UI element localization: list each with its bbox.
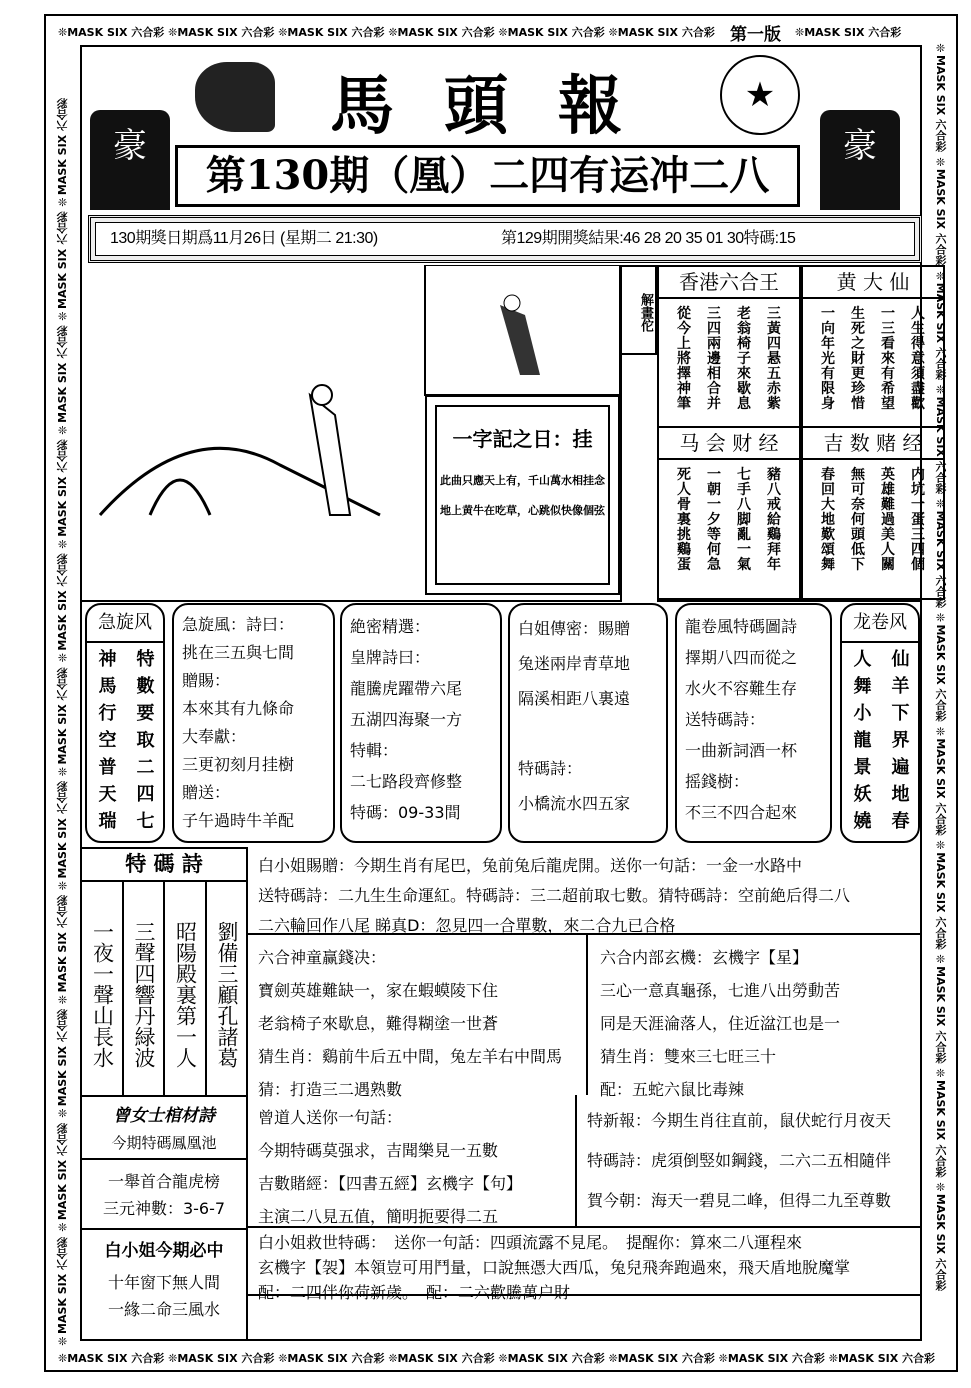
yiju-line: 三元神數：3-6-7 — [102, 1199, 226, 1218]
border-bottom-strip: ❊MASK SIX 六合彩 ❊MASK SIX 六合彩 ❊MASK SIX 六合彩 ❊MASK SIX 六合彩 ❊MASK SIX 六合彩 ❊MASK SIX 六合彩 ❊MASK SIX 六合彩 ❊MASK SIX 六合彩 — [58, 1352, 936, 1365]
text-line: 特輯： — [350, 741, 399, 760]
bai-line: 一緣二命三風水 — [107, 1300, 220, 1319]
text-line: 贈賜： — [182, 671, 231, 690]
panel-row: 挑等亂鷄 — [677, 527, 797, 543]
text-line: 絶密精選： — [350, 617, 431, 636]
text-line: 龍卷風特碼圖詩 — [685, 617, 798, 636]
panel-row: 大奈難一 — [821, 497, 941, 513]
text-line: 皇牌詩曰： — [350, 648, 431, 667]
poem-box-3 — [508, 603, 668, 843]
text-line: 玄機字【袈】本領豈可用鬥量，口說無憑大西瓜，兔兒飛奔跑過來，飛天盾地脫魔掌 — [258, 1258, 851, 1277]
tema-col: 昭陽殿裏第一人 — [163, 882, 205, 1095]
draw-date: 130期獎日期爲11月26日 (星期二 21:30) — [110, 230, 378, 247]
panel-row: 神合歇赤 — [677, 381, 797, 397]
bai-line: 十年窗下無人間 — [107, 1273, 220, 1292]
text-line: 挑在三五與七間 — [182, 643, 295, 662]
panel — [801, 265, 945, 428]
seal-star-icon: ★ — [720, 55, 800, 135]
text-line: 特碼詩：虎須倒竪如鋼錢，二六二五相隨伴 — [587, 1151, 892, 1170]
text-line: 主演二八見五值，簡明扼要得二五 — [258, 1207, 499, 1226]
verse-col: 仙羊下界遍地春 — [888, 649, 910, 838]
panel-title: 吉 数 赌 经 — [803, 428, 943, 460]
tema-col: 一夜一聲山長水 — [90, 921, 115, 1068]
panel-row: 將邊子悬 — [677, 351, 797, 367]
text-line: 二六輪回作八尾 睇真D：忽見四一合單數，來二合九已合格 — [258, 916, 676, 935]
tema-title: 特 碼 詩 — [82, 849, 246, 882]
text-line: 三更初刻月挂樹 — [182, 755, 295, 774]
border-left-strip: ❊MASK SIX 六合彩 ❊MASK SIX 六合彩 ❊MASK SIX 六合彩 ❊MASK SIX 六合彩 ❊MASK SIX 六合彩 ❊MASK SIX 六合彩 ❊MASK SIX 六合彩 ❊MASK SIX 六合彩 ❊MASK SIX 六合彩 ❊MASK SIX 六合彩 ❊MASK SIX 六合彩 — [56, 98, 69, 1347]
panel-row: 年之看得 — [821, 336, 941, 352]
verse-col: 特數要取二四七 — [133, 649, 155, 838]
panel — [801, 428, 945, 600]
panel-row: 有更有須 — [821, 366, 941, 382]
text-line: 猜生肖：雙來三七旺三十 — [600, 1047, 777, 1066]
tema-col: 三聲四響丹緑波 — [122, 882, 164, 1095]
picture-side-label: 解畫佗 — [620, 265, 657, 355]
longjuanfeng-box — [840, 603, 920, 843]
zeng-title: 曾女士棺材詩 — [113, 1106, 215, 1126]
text-line: 老翁椅子來歇息，難得糊塗一世蒼 — [258, 1014, 499, 1033]
border-top-strip: ❊MASK SIX 六合彩 ❊MASK SIX 六合彩 ❊MASK SIX 六合彩 ❊MASK SIX 六合彩 ❊MASK SIX 六合彩 ❊MASK SIX 六合彩 — [58, 26, 715, 39]
yiju-line: 一舉首合龍虎榜 — [107, 1172, 220, 1191]
border-top-strip-end: ❊MASK SIX 六合彩 — [795, 26, 902, 39]
riddle-line: 此曲只應天上有，千山萬水相挂念 — [440, 474, 605, 487]
texinbao — [577, 1095, 922, 1228]
panel-row: 地何過蛋 — [821, 512, 941, 528]
text-line: 白姐傳密：賜贈 — [518, 619, 631, 638]
poem-box-2 — [340, 603, 502, 843]
panel-row: 蛋急氣年 — [677, 557, 797, 573]
text-line: 六合内部玄機：玄機字【星】 — [600, 948, 809, 967]
text-line: 猜生肖：鷄前牛后五中間，兔左羊右中間馬 — [258, 1047, 563, 1066]
panel-row: 歎頭美三 — [821, 527, 941, 543]
text-line: 本來其有九條命 — [182, 699, 295, 718]
panel-row: 裏夕脚給 — [677, 512, 797, 528]
text-line — [518, 716, 658, 751]
date-bar — [88, 215, 922, 263]
longjuanfeng-title: 龙卷风 — [842, 605, 918, 643]
riddle-line: 地上黄牛在吃草，心跳似快像個弦 — [440, 504, 605, 517]
text-line: 猜：打造三二遇熟數 — [258, 1080, 403, 1099]
panel-row: 頌低人四 — [821, 542, 941, 558]
panel-row: 筆并息紫 — [677, 396, 797, 412]
border-right-strip: ❊MASK SIX 六合彩 ❊MASK SIX 六合彩 ❊MASK SIX 六合彩 ❊MASK SIX 六合彩 ❊MASK SIX 六合彩 ❊MASK SIX 六合彩 ❊MASK SIX 六合彩 ❊MASK SIX 六合彩 ❊MASK SIX 六合彩 ❊MASK SIX 六合彩 ❊MASK SIX 六合彩 — [934, 42, 947, 1291]
panel-row: 人朝手八 — [677, 482, 797, 498]
panel-row: 骨一八戒 — [677, 497, 797, 513]
text-line: 子午過時牛羊配 — [182, 811, 295, 830]
text-line: 水火不容難生存 — [685, 679, 798, 698]
text-line: 配：五蛇六鼠比毒辣 — [600, 1080, 745, 1099]
flag-left: 豪 — [90, 110, 170, 210]
text-line: 配：二四伴你荷新歲。 配：二六歡騰萬户財 — [258, 1283, 571, 1302]
text-line: 今期特碼莫强求，吉聞樂見一五數 — [258, 1141, 499, 1160]
panel-row: 舞下關個 — [821, 557, 941, 573]
text-line: 大奉獻： — [182, 727, 247, 746]
text-line: 不三不四合起來 — [685, 803, 798, 822]
panel-title: 黄 大 仙 — [803, 267, 943, 299]
panel-row: 今四翁黃 — [677, 321, 797, 337]
text-line: 同是天涯淪落人，住近湓江也是一 — [600, 1014, 841, 1033]
panel — [657, 428, 801, 600]
panel-row: 死一七豬 — [677, 467, 797, 483]
text-line: 擇期八四而從之 — [685, 648, 798, 667]
top-paragraph — [248, 847, 922, 935]
text-line: 隔溪相距八裏遠 — [518, 689, 631, 708]
text-line: 六合神童赢錢决： — [258, 948, 387, 967]
text-line: 龍騰虎躍帶六尾 — [350, 679, 463, 698]
text-line: 小橋流水四五家 — [518, 794, 631, 813]
liuhe-neibu — [590, 935, 922, 1099]
panel-row: 上兩椅四 — [677, 336, 797, 352]
poem-box-1 — [172, 603, 335, 843]
text-line: 三心一意真龜孫，七進八出勞動苦 — [600, 981, 841, 1000]
verse-col: 人舞小龍景妖嬈 — [850, 649, 872, 838]
text-line: 急旋風：詩曰： — [182, 615, 295, 634]
last-result: 第129期開獎結果:46 28 20 35 01 30特碼:15 — [501, 230, 796, 247]
text-line: 五湖四海聚一方 — [350, 710, 463, 729]
text-line: 特新報：今期生肖往直前，鼠伏蛇行月夜天 — [587, 1111, 892, 1130]
panel — [657, 265, 801, 428]
left-column — [80, 847, 248, 1341]
text-line: 兔迷兩岸青草地 — [518, 654, 631, 673]
text-line: 一曲新詞酒一杯 — [685, 741, 798, 760]
panel-row: 擇相來五 — [677, 366, 797, 382]
masthead-title: 馬頭報 — [330, 69, 672, 144]
text-line: 贈送： — [182, 783, 231, 802]
zeng-daoren — [248, 1095, 577, 1228]
bottom-paragraph — [248, 1228, 922, 1302]
issue-banner: 第130期（凰）二四有运冲二八 — [175, 145, 800, 207]
horse-head-image — [195, 62, 275, 132]
zeng-line: 今期特碼鳳凰池 — [111, 1134, 217, 1152]
tema-columns — [82, 882, 246, 1097]
text-line: 送特碼詩： — [685, 710, 766, 729]
text-line: 特碼：09-33間 — [350, 803, 461, 822]
edition-label: 第一版 — [730, 25, 781, 45]
panel-row: 光財來意 — [821, 351, 941, 367]
text-line: 寶劍英雄難缺一，家在蝦蟆陵下住 — [258, 981, 499, 1000]
panels-grid — [657, 265, 941, 602]
panel-row: 回可雄坑 — [821, 482, 941, 498]
panel-row: 限珍希盡 — [821, 381, 941, 397]
panel-row: 身惜望歡 — [821, 396, 941, 412]
text-line: 賀今朝：海天一碧見二峰，但得二九至尊數 — [587, 1191, 892, 1210]
panel-row: 一生一人 — [821, 306, 941, 322]
panel-title: 马 会 财 经 — [659, 428, 799, 460]
jixuanfeng-box — [85, 603, 165, 843]
text-line: 吉數賭經：【四書五經】玄機字【句】 — [258, 1174, 523, 1193]
panel-row: 鷄何一拜 — [677, 542, 797, 558]
liuhe-shentong — [248, 935, 588, 1099]
text-line: 曾道人送你一句話： — [258, 1108, 403, 1127]
bai-title: 白小姐今期必中 — [104, 1241, 224, 1261]
flag-right: 豪 — [820, 110, 900, 210]
text-line: 送特碼詩：二九生生命運紅。特碼詩：三二超前取七數。猜特碼詩：空前絶后得二八 — [258, 886, 851, 905]
panel-title: 香港六合王 — [659, 267, 799, 299]
riddle-title: 一字記之日：挂 — [452, 427, 593, 451]
text-line: 摇錢樹： — [685, 772, 750, 791]
riddle-box — [425, 395, 620, 595]
tema-col: 劉備三顧孔諸葛 — [205, 882, 247, 1095]
text-line: 二七路段齊修整 — [350, 772, 463, 791]
verse-col: 神馬行空普天瑞 — [95, 649, 117, 838]
text-line: 白小姐救世特碼： 送你一句話：四頭流露不見尾。 提醒你：算來二八運程來 — [258, 1233, 803, 1252]
panel-row: 從三老三 — [677, 306, 797, 322]
jixuanfeng-title: 急旋风 — [87, 605, 163, 643]
text-line: 白小姐賜贈：今期生肖有尾巴，兔前兔后龍虎開。送你一句話：一金一水路中 — [258, 856, 803, 875]
panel-row: 向死三生 — [821, 321, 941, 337]
text-line: 特碼詩： — [518, 759, 583, 778]
poem-box-4 — [675, 603, 832, 843]
panel-row: 春無英内 — [821, 467, 941, 483]
